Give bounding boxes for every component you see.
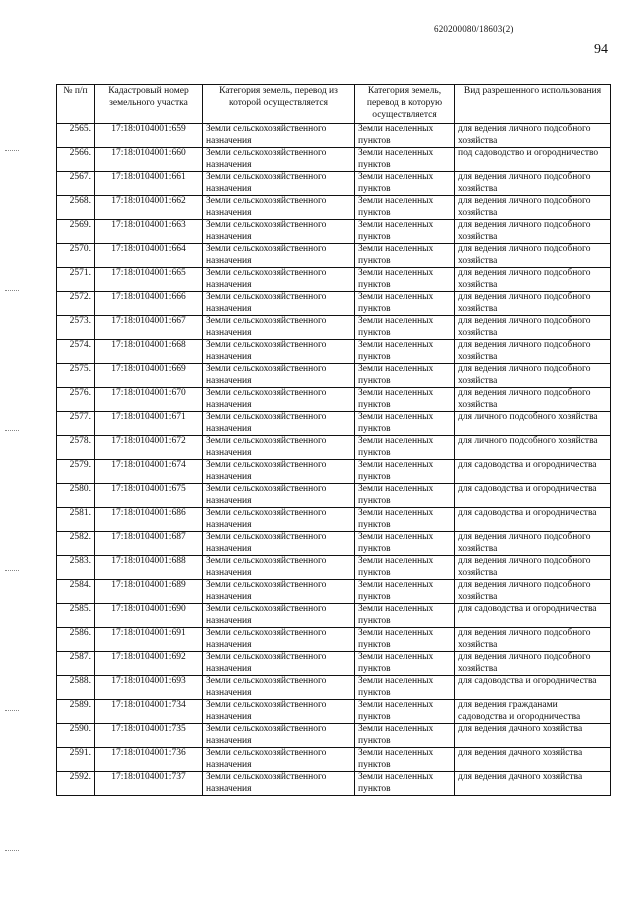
table-row	[57, 316, 611, 340]
table-row	[57, 340, 611, 364]
cadastral-number-cell: 17:18:0104001:670	[95, 388, 203, 412]
category-from-cell: Земли сельскохозяйственного назначения	[203, 436, 355, 460]
table-row	[57, 772, 611, 796]
permitted-use-cell: для ведения личного подсобного хозяйства	[455, 364, 611, 388]
table-row	[57, 220, 611, 244]
category-to-cell: Земли населенных пунктов	[355, 460, 455, 484]
cadastral-number-cell: 17:18:0104001:687	[95, 532, 203, 556]
permitted-use-cell: для ведения гражданами садоводства и огородничества	[455, 700, 611, 724]
margin-mark	[5, 710, 19, 712]
table-row	[57, 700, 611, 724]
category-to-cell: Земли населенных пунктов	[355, 652, 455, 676]
cadastral-number-cell: 17:18:0104001:693	[95, 676, 203, 700]
table-row	[57, 748, 611, 772]
category-to-cell: Земли населенных пунктов	[355, 724, 455, 748]
permitted-use-cell: для ведения личного подсобного хозяйства	[455, 556, 611, 580]
category-from-cell: Земли сельскохозяйственного назначения	[203, 772, 355, 796]
row-number-cell: 2580.	[57, 484, 95, 508]
cadastral-number-cell: 17:18:0104001:674	[95, 460, 203, 484]
category-to-cell: Земли населенных пунктов	[355, 292, 455, 316]
row-number-cell: 2584.	[57, 580, 95, 604]
category-to-cell: Земли населенных пунктов	[355, 388, 455, 412]
row-number-cell: 2592.	[57, 772, 95, 796]
category-to-cell: Земли населенных пунктов	[355, 484, 455, 508]
permitted-use-cell: для личного подсобного хозяйства	[455, 436, 611, 460]
cadastral-number-cell: 17:18:0104001:669	[95, 364, 203, 388]
permitted-use-cell: для ведения личного подсобного хозяйства	[455, 292, 611, 316]
category-from-cell: Земли сельскохозяйственного назначения	[203, 532, 355, 556]
margin-mark	[5, 570, 19, 572]
cadastral-number-cell: 17:18:0104001:735	[95, 724, 203, 748]
permitted-use-cell: для ведения личного подсобного хозяйства	[455, 532, 611, 556]
permitted-use-cell: для ведения личного подсобного хозяйства	[455, 268, 611, 292]
cadastral-number-cell: 17:18:0104001:692	[95, 652, 203, 676]
category-to-cell: Земли населенных пунктов	[355, 412, 455, 436]
permitted-use-cell: для ведения личного подсобного хозяйства	[455, 580, 611, 604]
row-number-cell: 2587.	[57, 652, 95, 676]
category-from-cell: Земли сельскохозяйственного назначения	[203, 556, 355, 580]
table-row	[57, 388, 611, 412]
category-to-cell: Земли населенных пунктов	[355, 244, 455, 268]
category-from-cell: Земли сельскохозяйственного назначения	[203, 724, 355, 748]
cadastral-number-cell: 17:18:0104001:686	[95, 508, 203, 532]
row-number-cell: 2565.	[57, 124, 95, 148]
cadastral-number-cell: 17:18:0104001:664	[95, 244, 203, 268]
category-from-cell: Земли сельскохозяйственного назначения	[203, 460, 355, 484]
table-row	[57, 628, 611, 652]
category-from-cell: Земли сельскохозяйственного назначения	[203, 580, 355, 604]
cadastral-number-cell: 17:18:0104001:659	[95, 124, 203, 148]
header-cadastral-number: Кадастровый номер земельного участка	[95, 85, 203, 124]
cadastral-number-cell: 17:18:0104001:663	[95, 220, 203, 244]
permitted-use-cell: для ведения дачного хозяйства	[455, 724, 611, 748]
table-row	[57, 556, 611, 580]
row-number-cell: 2575.	[57, 364, 95, 388]
table-row	[57, 580, 611, 604]
cadastral-number-cell: 17:18:0104001:667	[95, 316, 203, 340]
row-number-cell: 2568.	[57, 196, 95, 220]
category-to-cell: Земли населенных пунктов	[355, 124, 455, 148]
table-row	[57, 532, 611, 556]
permitted-use-cell: для ведения личного подсобного хозяйства	[455, 316, 611, 340]
category-to-cell: Земли населенных пунктов	[355, 772, 455, 796]
category-to-cell: Земли населенных пунктов	[355, 316, 455, 340]
cadastral-number-cell: 17:18:0104001:689	[95, 580, 203, 604]
margin-mark	[5, 290, 19, 292]
row-number-cell: 2588.	[57, 676, 95, 700]
table-row	[57, 460, 611, 484]
category-to-cell: Земли населенных пунктов	[355, 268, 455, 292]
row-number-cell: 2573.	[57, 316, 95, 340]
row-number-cell: 2581.	[57, 508, 95, 532]
row-number-cell: 2566.	[57, 148, 95, 172]
category-to-cell: Земли населенных пунктов	[355, 676, 455, 700]
permitted-use-cell: для ведения дачного хозяйства	[455, 748, 611, 772]
category-from-cell: Земли сельскохозяйственного назначения	[203, 700, 355, 724]
margin-mark	[5, 430, 19, 432]
category-to-cell: Земли населенных пунктов	[355, 436, 455, 460]
category-to-cell: Земли населенных пунктов	[355, 196, 455, 220]
category-to-cell: Земли населенных пунктов	[355, 532, 455, 556]
permitted-use-cell: для личного подсобного хозяйства	[455, 412, 611, 436]
header-category-from: Категория земель, перевод из которой осуществляется	[203, 85, 355, 124]
row-number-cell: 2589.	[57, 700, 95, 724]
table-row	[57, 412, 611, 436]
cadastral-number-cell: 17:18:0104001:660	[95, 148, 203, 172]
cadastral-number-cell: 17:18:0104001:668	[95, 340, 203, 364]
row-number-cell: 2583.	[57, 556, 95, 580]
permitted-use-cell: для ведения дачного хозяйства	[455, 772, 611, 796]
row-number-cell: 2590.	[57, 724, 95, 748]
category-to-cell: Земли населенных пунктов	[355, 172, 455, 196]
margin-mark	[5, 850, 19, 852]
row-number-cell: 2585.	[57, 604, 95, 628]
category-from-cell: Земли сельскохозяйственного назначения	[203, 364, 355, 388]
table-row	[57, 508, 611, 532]
category-to-cell: Земли населенных пунктов	[355, 148, 455, 172]
category-from-cell: Земли сельскохозяйственного назначения	[203, 292, 355, 316]
row-number-cell: 2570.	[57, 244, 95, 268]
category-to-cell: Земли населенных пунктов	[355, 580, 455, 604]
category-from-cell: Земли сельскохозяйственного назначения	[203, 628, 355, 652]
category-from-cell: Земли сельскохозяйственного назначения	[203, 676, 355, 700]
row-number-cell: 2582.	[57, 532, 95, 556]
row-number-cell: 2574.	[57, 340, 95, 364]
header-number: № п/п	[57, 85, 95, 124]
cadastral-number-cell: 17:18:0104001:734	[95, 700, 203, 724]
permitted-use-cell: для садоводства и огородничества	[455, 604, 611, 628]
table-row	[57, 268, 611, 292]
table-row	[57, 604, 611, 628]
permitted-use-cell: для ведения личного подсобного хозяйства	[455, 340, 611, 364]
permitted-use-cell: для ведения личного подсобного хозяйства	[455, 652, 611, 676]
cadastral-number-cell: 17:18:0104001:665	[95, 268, 203, 292]
header-permitted-use: Вид разрешенного использования	[455, 85, 611, 124]
row-number-cell: 2569.	[57, 220, 95, 244]
category-to-cell: Земли населенных пунктов	[355, 220, 455, 244]
table-row	[57, 484, 611, 508]
permitted-use-cell: для садоводства и огородничества	[455, 460, 611, 484]
cadastral-number-cell: 17:18:0104001:737	[95, 772, 203, 796]
table-header-row	[57, 85, 611, 124]
table-row	[57, 724, 611, 748]
category-from-cell: Земли сельскохозяйственного назначения	[203, 316, 355, 340]
category-to-cell: Земли населенных пунктов	[355, 604, 455, 628]
permitted-use-cell: для ведения личного подсобного хозяйства	[455, 628, 611, 652]
cadastral-number-cell: 17:18:0104001:662	[95, 196, 203, 220]
category-from-cell: Земли сельскохозяйственного назначения	[203, 412, 355, 436]
permitted-use-cell: для ведения личного подсобного хозяйства	[455, 124, 611, 148]
category-from-cell: Земли сельскохозяйственного назначения	[203, 604, 355, 628]
table-row	[57, 364, 611, 388]
cadastral-number-cell: 17:18:0104001:736	[95, 748, 203, 772]
row-number-cell: 2576.	[57, 388, 95, 412]
category-from-cell: Земли сельскохозяйственного назначения	[203, 220, 355, 244]
table-body	[57, 124, 611, 796]
header-category-to: Категория земель, перевод в которую осуществляется	[355, 85, 455, 124]
permitted-use-cell: для садоводства и огородничества	[455, 508, 611, 532]
table-row	[57, 244, 611, 268]
row-number-cell: 2577.	[57, 412, 95, 436]
category-from-cell: Земли сельскохозяйственного назначения	[203, 388, 355, 412]
permitted-use-cell: для ведения личного подсобного хозяйства	[455, 388, 611, 412]
cadastral-number-cell: 17:18:0104001:675	[95, 484, 203, 508]
category-to-cell: Земли населенных пунктов	[355, 628, 455, 652]
table-row	[57, 292, 611, 316]
cadastral-number-cell: 17:18:0104001:672	[95, 436, 203, 460]
category-from-cell: Земли сельскохозяйственного назначения	[203, 268, 355, 292]
cadastral-number-cell: 17:18:0104001:661	[95, 172, 203, 196]
row-number-cell: 2578.	[57, 436, 95, 460]
row-number-cell: 2586.	[57, 628, 95, 652]
scan-margin-marks	[0, 0, 30, 905]
category-from-cell: Земли сельскохозяйственного назначения	[203, 652, 355, 676]
category-from-cell: Земли сельскохозяйственного назначения	[203, 484, 355, 508]
cadastral-number-cell: 17:18:0104001:691	[95, 628, 203, 652]
category-from-cell: Земли сельскохозяйственного назначения	[203, 508, 355, 532]
permitted-use-cell: для садоводства и огородничества	[455, 676, 611, 700]
category-from-cell: Земли сельскохозяйственного назначения	[203, 196, 355, 220]
permitted-use-cell: для ведения личного подсобного хозяйства	[455, 172, 611, 196]
table-row	[57, 196, 611, 220]
category-from-cell: Земли сельскохозяйственного назначения	[203, 148, 355, 172]
permitted-use-cell: для садоводства и огородничества	[455, 484, 611, 508]
row-number-cell: 2591.	[57, 748, 95, 772]
land-parcels-table	[56, 84, 611, 796]
table-row	[57, 652, 611, 676]
row-number-cell: 2579.	[57, 460, 95, 484]
category-to-cell: Земли населенных пунктов	[355, 700, 455, 724]
row-number-cell: 2567.	[57, 172, 95, 196]
table-row	[57, 172, 611, 196]
document-id: 620200080/18603(2)	[434, 24, 514, 34]
permitted-use-cell: для ведения личного подсобного хозяйства	[455, 220, 611, 244]
table-row	[57, 436, 611, 460]
category-from-cell: Земли сельскохозяйственного назначения	[203, 748, 355, 772]
cadastral-number-cell: 17:18:0104001:690	[95, 604, 203, 628]
table-row	[57, 148, 611, 172]
category-to-cell: Земли населенных пунктов	[355, 340, 455, 364]
permitted-use-cell: для ведения личного подсобного хозяйства	[455, 244, 611, 268]
margin-mark	[5, 150, 19, 152]
category-from-cell: Земли сельскохозяйственного назначения	[203, 244, 355, 268]
row-number-cell: 2572.	[57, 292, 95, 316]
row-number-cell: 2571.	[57, 268, 95, 292]
category-to-cell: Земли населенных пунктов	[355, 508, 455, 532]
category-to-cell: Земли населенных пунктов	[355, 556, 455, 580]
category-from-cell: Земли сельскохозяйственного назначения	[203, 124, 355, 148]
permitted-use-cell: под садоводство и огородничество	[455, 148, 611, 172]
category-from-cell: Земли сельскохозяйственного назначения	[203, 172, 355, 196]
cadastral-number-cell: 17:18:0104001:666	[95, 292, 203, 316]
cadastral-number-cell: 17:18:0104001:671	[95, 412, 203, 436]
category-to-cell: Земли населенных пунктов	[355, 364, 455, 388]
permitted-use-cell: для ведения личного подсобного хозяйства	[455, 196, 611, 220]
category-from-cell: Земли сельскохозяйственного назначения	[203, 340, 355, 364]
page-number: 94	[594, 42, 608, 57]
table-row	[57, 124, 611, 148]
table-row	[57, 676, 611, 700]
category-to-cell: Земли населенных пунктов	[355, 748, 455, 772]
cadastral-number-cell: 17:18:0104001:688	[95, 556, 203, 580]
